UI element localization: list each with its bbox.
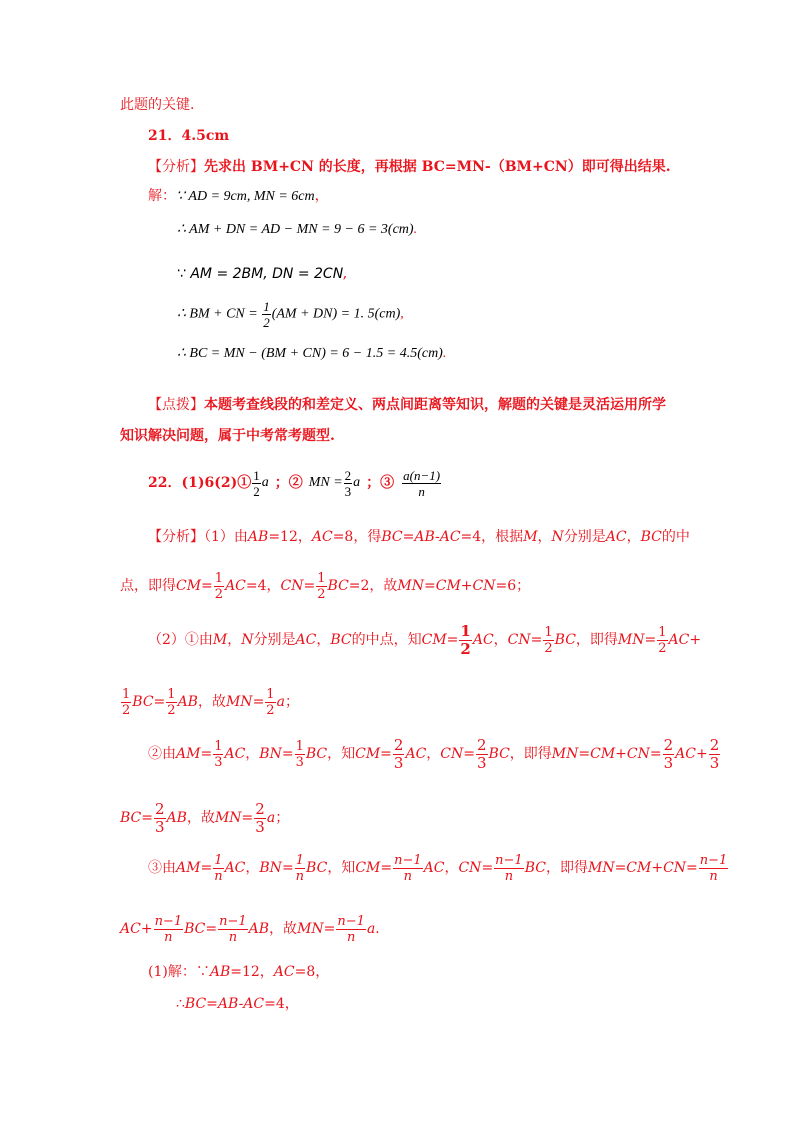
fraction: $\frac{2}{3}$ <box>663 735 674 772</box>
analysis-22: 【分析】（1）由AB=12，AC=8，得BC=AB-AC=4，根据M，N分别是AC，BC的中 <box>148 529 690 545</box>
fraction: $\frac{2}{3}$ <box>155 799 165 836</box>
solution-line: ∴BC=AB-AC=4， <box>176 996 299 1012</box>
fraction: $\frac{2}{3}$ <box>476 735 487 772</box>
fraction: $\frac{1}{2}$ <box>266 686 275 718</box>
label: 【点拨】 <box>148 397 204 413</box>
formula: ∵ AM = 2BM, DN = 2CN <box>177 266 344 282</box>
text-line <box>120 95 194 115</box>
fraction: $\frac{2}{3}$ <box>709 735 720 772</box>
text: 22．(1)6(2)① <box>148 475 252 491</box>
punct: . <box>413 222 418 237</box>
text-line: BC = $\frac{2}{3}$ AB ，故 MN = $\frac{2}{3}$ a ； <box>120 799 290 836</box>
fraction: $\frac{n-1}{n}$ <box>394 852 422 884</box>
formula: ∴ BM + CN = <box>177 306 258 322</box>
analysis-21 <box>148 157 671 177</box>
text-line: $\frac{1}{2}$ BC = $\frac{1}{2}$ AB ，故 MN = $\frac{1}{2}$ a ； <box>122 686 299 718</box>
text-line: （2）①由 M ， N 分别是 AC ， BC 的中点，知 CM = $\frac{1}{2}$ AC ， CN = $\frac{1}{2}$ BC ，即得 MN = $\frac{1}{2}$ AC + <box>148 621 702 658</box>
answer-22: 22．(1)6(2)① $\frac{1}{2}$ a ；② MN = $\frac{2}{3}$ a ；③ $\frac{a(n-1)}{n}$ <box>148 467 441 499</box>
fraction: $\frac{2}{3}$ <box>255 799 265 836</box>
text-line: 点，即得 CM = $\frac{1}{2}$ AC =4， CN = $\frac{1}{2}$ BC =2，故 MN=CM+CN =6； <box>120 570 531 602</box>
formula: ∵ AD = 9cm, MN = 6cm <box>176 189 315 204</box>
text-line <box>120 426 335 446</box>
text: ；③ <box>366 475 395 491</box>
formula: (AM + DN) = 1. 5(cm) <box>271 306 401 322</box>
solution-line <box>148 186 329 207</box>
solution-line: (1)解：∵AB=12，AC=8， <box>148 964 330 980</box>
fraction: $\frac{1}{2}$ <box>544 624 553 656</box>
label: 【分析】 <box>148 159 204 175</box>
fraction: $\frac{n-1}{n}$ <box>219 913 247 945</box>
fraction: $\frac{a(n-1)}{n}$ <box>403 467 441 499</box>
tip-21 <box>148 395 666 415</box>
text-line: ②由 AM = $\frac{1}{3}$ AC ， BN = $\frac{1}{3}$ BC ，知 CM = $\frac{2}{3}$ AC ， CN = $\frac{2}{3}$ BC ，即得 MN=CM+CN = $\frac{2}{3}$ AC + $\frac{2}{3}$ <box>148 735 720 772</box>
text: 21．4.5cm <box>148 128 230 144</box>
fraction: $\frac{1}{3}$ <box>214 738 223 770</box>
punct: ， <box>314 188 329 204</box>
formula: ∴ BC = MN − (BM + CN) = 6 − 1.5 = 4.5(cm) <box>177 346 443 361</box>
fraction: $\frac{n-1}{n}$ <box>154 913 183 945</box>
fraction: $\frac{1}{n}$ <box>295 852 305 884</box>
fraction: $\frac{n-1}{n}$ <box>337 913 365 945</box>
fraction: $\frac{1}{2}$ <box>167 686 176 718</box>
text: 本题考查线段的和差定义、两点间距离等知识，解题的关键是灵活运用所学 <box>204 397 666 413</box>
formula-line <box>177 264 348 284</box>
formula-line <box>177 344 446 364</box>
text-line: ③由 AM = $\frac{1}{n}$ AC ， BN = $\frac{1}{n}$ BC ，知 CM = $\frac{n-1}{n}$ AC ， CN = $\frac{n-1}{n}$ BC ，即得 MN=CM+CN = $\frac{n-1}{n}$ <box>148 852 728 884</box>
fraction: $\frac{1}{3}$ <box>295 738 304 770</box>
fraction: $\frac{1}{2}$ <box>122 686 131 718</box>
fraction: $\frac{1}{n}$ <box>214 852 223 884</box>
fraction: $\frac{2}{3}$ <box>344 467 352 499</box>
fraction: $\frac{1}{2}$ <box>253 467 260 499</box>
text: 先求出 BM+CN 的长度，再根据 BC=MN-（BM+CN）即可得出结果. <box>204 159 671 175</box>
fraction: $\frac{n-1}{n}$ <box>699 852 728 884</box>
label: 解： <box>148 188 176 204</box>
formula-line <box>177 300 404 329</box>
punct: , <box>343 266 348 282</box>
fraction: $\frac{2}{3}$ <box>393 735 404 772</box>
text-line: AC + $\frac{n-1}{n}$ BC = $\frac{n-1}{n}$ AB ，故 MN = $\frac{n-1}{n}$ a . <box>120 913 380 945</box>
fraction: $\frac{1}{2}$ <box>317 570 326 602</box>
formula-line <box>177 220 417 240</box>
text: 知识解决问题，属于中考常考题型. <box>120 428 335 444</box>
fraction: $\frac{1}{2}$ <box>263 299 270 330</box>
fraction: $\frac{n-1}{n}$ <box>495 852 523 884</box>
fraction: $\frac{1}{2}$ <box>460 621 471 658</box>
fraction: $\frac{1}{2}$ <box>658 624 667 656</box>
formula: ∴ AM + DN = AD − MN = 9 − 6 = 3(cm) <box>177 222 414 237</box>
answer-21 <box>148 126 229 146</box>
punct: . <box>442 346 447 361</box>
fraction: $\frac{1}{2}$ <box>214 570 224 602</box>
text: 此题的关键. <box>120 97 195 113</box>
punct: , <box>400 306 404 322</box>
text: ；② <box>274 475 303 491</box>
